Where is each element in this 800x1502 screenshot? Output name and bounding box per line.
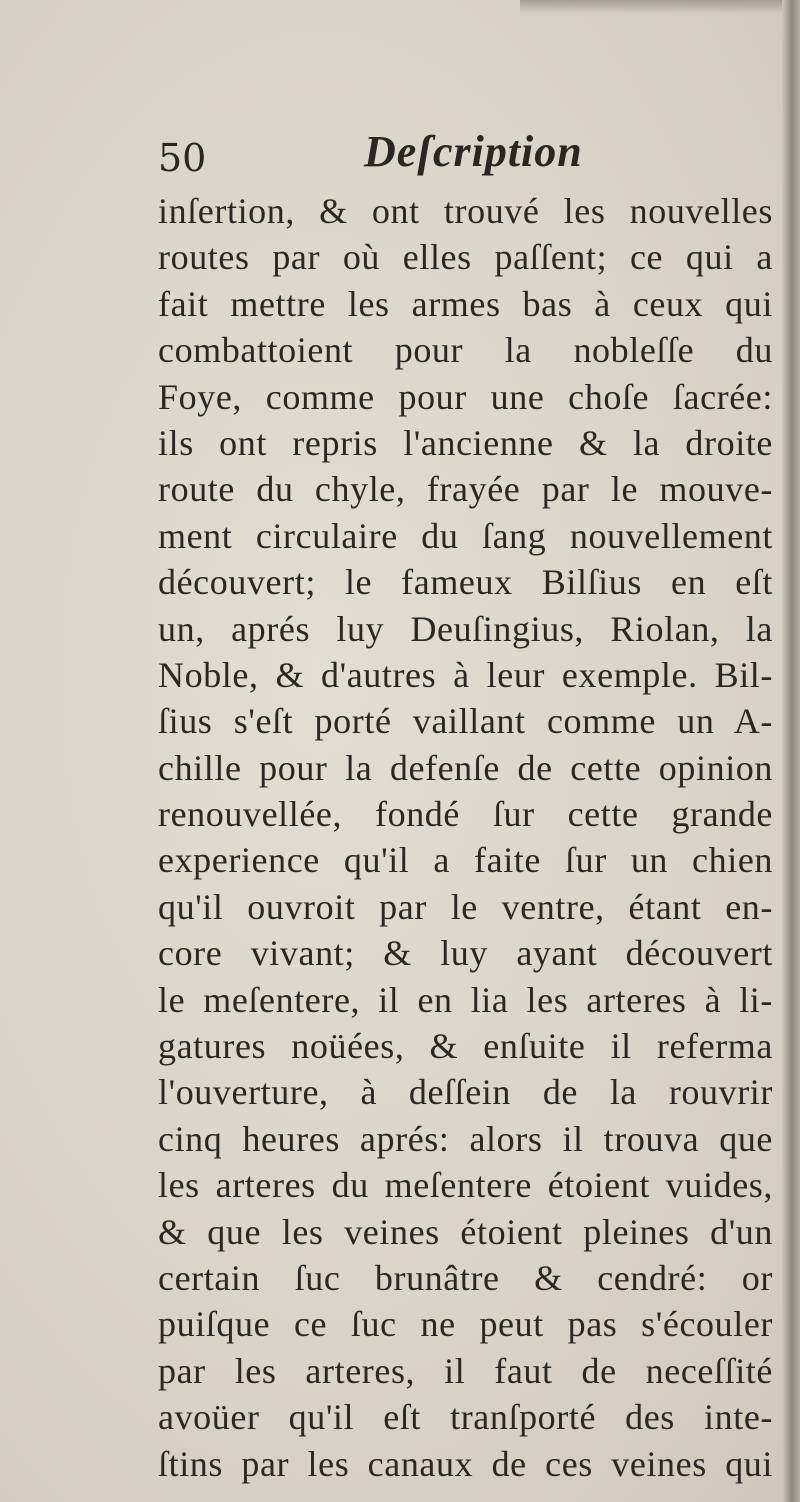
text-line: core vivant; & luy ayant découvert [158,933,773,974]
text-line: puiſque ce ſuc ne peut pas s'écouler [158,1304,773,1345]
text-line: ils ont repris l'ancienne & la droite [158,422,773,463]
text-line: par les arteres, il faut de neceſſité [158,1350,773,1391]
page-gutter-shadow [782,0,800,1502]
text-line: gatures noüées, & enſuite il referma [158,1026,773,1067]
text-line: & que les veines étoient pleines d'un [158,1211,773,1252]
text-line: découvert; le fameux Bilſius en eſt [158,562,773,603]
text-line: ment circulaire du ſang nouvellement [158,515,773,556]
text-line: route du chyle, frayée par le mouve- [158,469,773,510]
text-line: experience qu'il a faite ſur un chien [158,840,773,881]
text-line: fait mettre les armes bas à ceux qui [158,283,773,324]
page-top-edge-shadow [520,0,800,14]
text-line: qu'il ouvroit par le ventre, étant en- [158,886,773,927]
text-line: ſtins par les canaux de ces veines qui [158,1443,773,1484]
text-line: Noble, & d'autres à leur exemple. Bil- [158,654,773,695]
text-line: le meſentere, il en lia les arteres à li- [158,979,773,1020]
page-number: 50 [158,136,207,180]
text-line: chille pour la defenſe de cette opinion [158,747,773,788]
running-title: Deſcription [364,127,583,176]
text-line: renouvellée, fondé ſur cette grande [158,794,773,835]
text-line: Foye, comme pour une choſe ſacrée: [158,376,773,417]
text-line: inſertion, & ont trouvé les nouvelles [158,191,773,231]
text-line: certain ſuc brunâtre & cendré: or [158,1257,773,1298]
text-line: routes par où elles paſſent; ce qui a [158,237,773,278]
text-line: les arteres du meſentere étoient vuides, [158,1165,773,1206]
page-header [158,126,778,186]
text-line: cinq heures aprés: alors il trouva que [158,1118,773,1159]
text-line: l'ouverture, à deſſein de la rouvrir [158,1072,773,1113]
body-text [158,188,773,1487]
text-line: combattoient pour la nobleſſe du [158,330,773,371]
text-line: ſius s'eſt porté vaillant comme un A- [158,701,773,742]
text-line: un, aprés luy Deuſingius, Riolan, la [158,608,773,649]
text-line: avoüer qu'il eſt tranſporté des inte- [158,1397,773,1438]
